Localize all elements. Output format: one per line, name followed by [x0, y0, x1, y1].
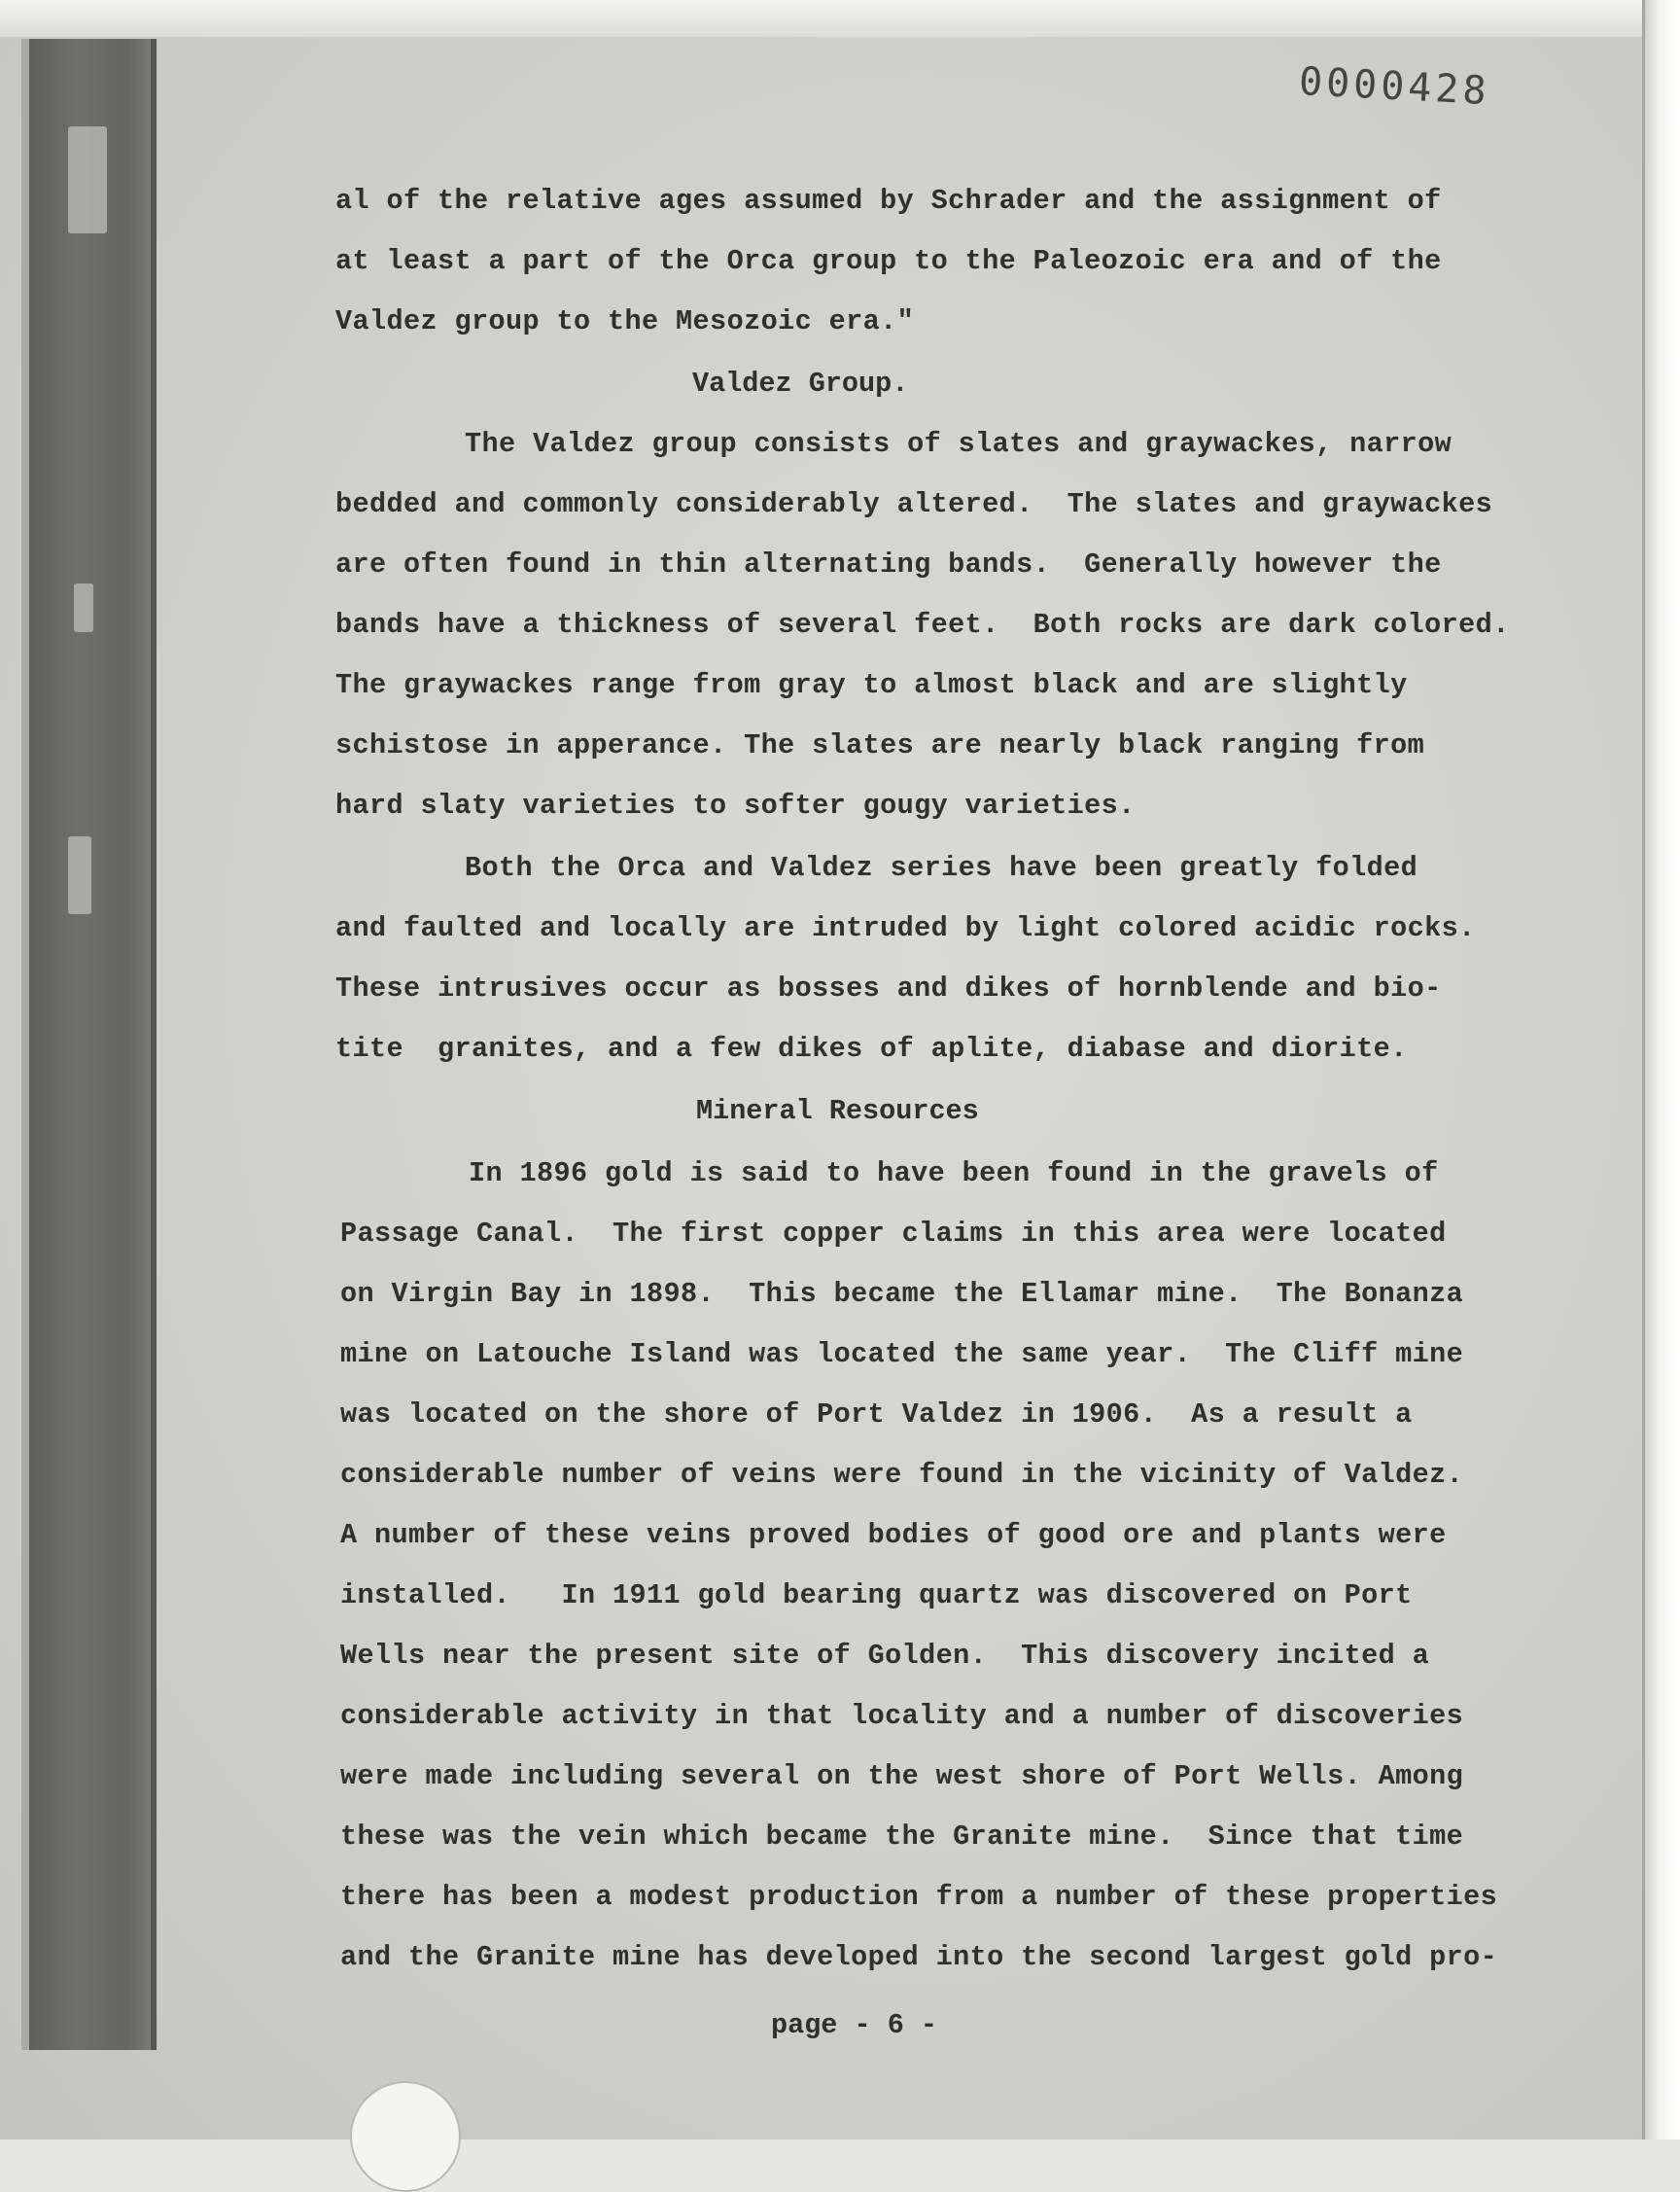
- text-line: bedded and commonly considerably altered. The slates and graywackes: [335, 488, 1493, 520]
- text-line: installed. In 1911 gold bearing quartz was discovered on Port: [340, 1579, 1413, 1611]
- text-line: hard slaty varieties to softer gougy varieties.: [335, 790, 1136, 822]
- band-scratch: [68, 126, 107, 233]
- document-number: 0000428: [1297, 58, 1491, 115]
- text-line: was located on the shore of Port Valdez in 1906. As a result a: [340, 1398, 1413, 1431]
- band-scratch: [74, 583, 93, 632]
- text-line: The Valdez group consists of slates and graywackes, narrow: [465, 428, 1452, 460]
- text-line: Wells near the present site of Golden. This discovery incited a: [340, 1640, 1430, 1672]
- text-line: bands have a thickness of several feet. Both rocks are dark colored.: [335, 609, 1510, 641]
- text-line: there has been a modest production from a number of these properties: [340, 1881, 1498, 1913]
- binding-strip: [29, 39, 157, 2050]
- text-line: considerable number of veins were found in the vicinity of Valdez.: [340, 1459, 1464, 1491]
- heading-valdez-group: Valdez Group.: [692, 368, 909, 400]
- band-scratch: [68, 836, 91, 914]
- page-number: page - 6 -: [771, 2009, 938, 2041]
- text-line: mine on Latouche Island was located the same year. The Cliff mine: [340, 1338, 1464, 1370]
- text-line: Passage Canal. The first copper claims in this area were located: [340, 1218, 1447, 1250]
- text-line: schistose in apperance. The slates are nearly black ranging from: [335, 729, 1425, 761]
- right-edge: [1642, 0, 1680, 2139]
- text-line: and faulted and locally are intruded by light colored acidic rocks.: [335, 912, 1476, 944]
- heading-mineral-resources: Mineral Resources: [696, 1095, 979, 1127]
- text-line: were made including several on the west shore of Port Wells. Among: [340, 1760, 1464, 1792]
- top-edge: [0, 0, 1680, 37]
- text-line: are often found in thin alternating bands. Generally however the: [335, 548, 1442, 581]
- text-line: In 1896 gold is said to have been found in the gravels of: [469, 1157, 1439, 1189]
- text-line: at least a part of the Orca group to the Paleozoic era and of the: [335, 245, 1442, 277]
- text-line: al of the relative ages assumed by Schrader and the assignment of: [335, 185, 1442, 217]
- text-line: and the Granite mine has developed into the second largest gold pro-: [340, 1941, 1498, 1973]
- text-line: The graywackes range from gray to almost black and are slightly: [335, 669, 1408, 701]
- text-line: A number of these veins proved bodies of good ore and plants were: [340, 1519, 1447, 1551]
- punch-hole: [350, 2081, 461, 2192]
- text-line: Both the Orca and Valdez series have been greatly folded: [465, 852, 1418, 884]
- text-line: These intrusives occur as bosses and dikes of hornblende and bio-: [335, 972, 1442, 1005]
- text-line: considerable activity in that locality and a number of discoveries: [340, 1700, 1464, 1732]
- text-line: on Virgin Bay in 1898. This became the Ellamar mine. The Bonanza: [340, 1278, 1464, 1310]
- text-line: tite granites, and a few dikes of aplite, diabase and diorite.: [335, 1033, 1408, 1065]
- text-line: these was the vein which became the Granite mine. Since that time: [340, 1821, 1464, 1853]
- text-line: Valdez group to the Mesozoic era.": [335, 305, 915, 337]
